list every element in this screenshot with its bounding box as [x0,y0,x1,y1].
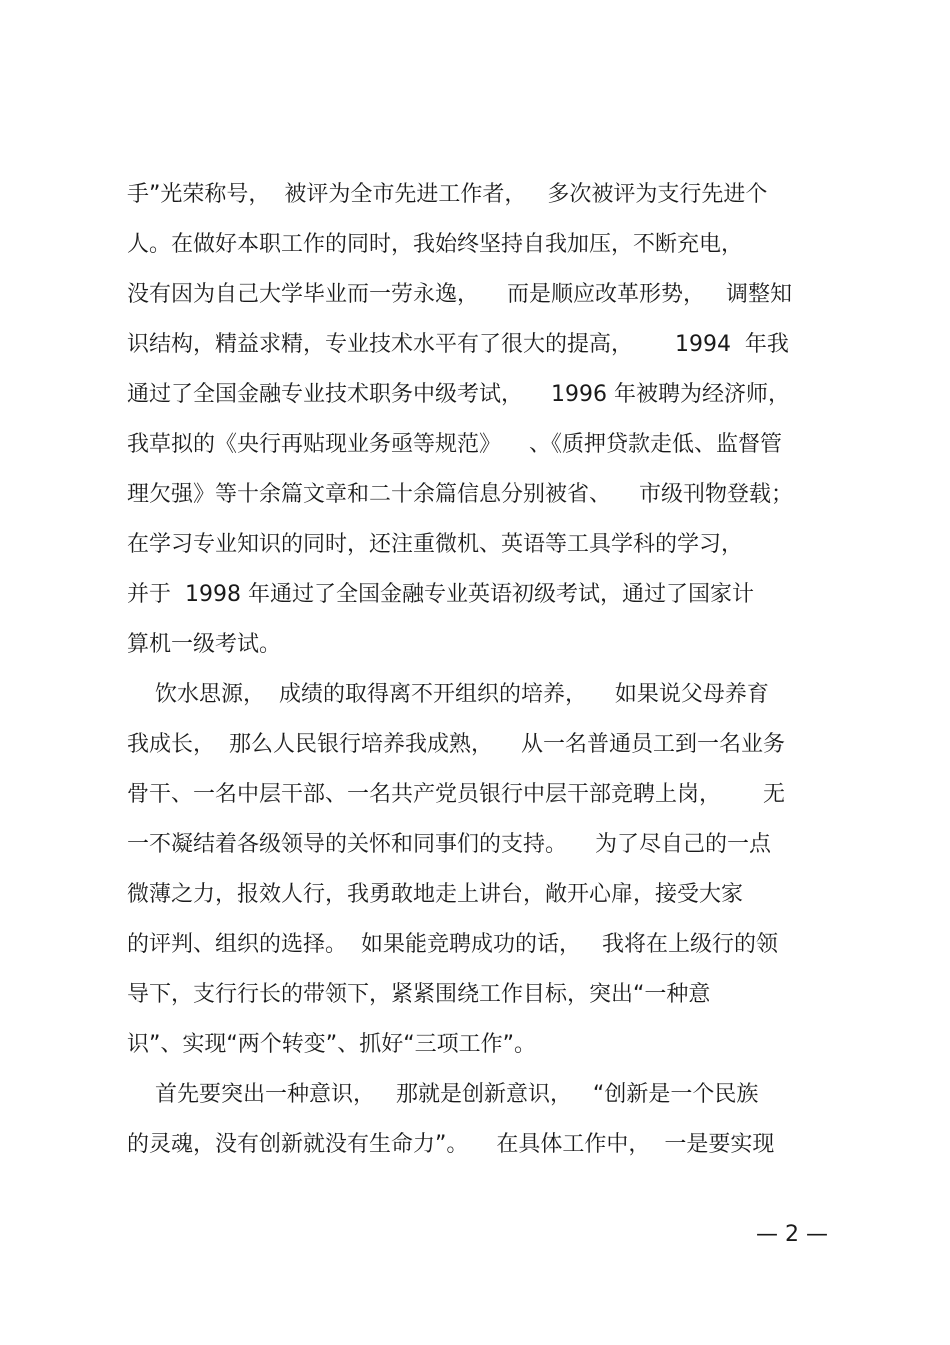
page-number: — 2 — [756,1222,828,1247]
text-line: 微薄之力，报效人行，我勇敢地走上讲台，敞开心扉，接受大家 [127,882,744,907]
text-line: 并于 1998 年通过了全国金融专业英语初级考试，通过了国家计 [127,582,754,607]
text-line: 我成长， 那么人民银行培养我成熟， 从一名普通员工到一名业务 [127,732,785,757]
text-line: 理欠强》等十余篇文章和二十余篇信息分别被省、 市级刊物登载； [127,482,793,507]
text-line: 在学习专业知识的同时，还注重微机、英语等工具学科的学习， [127,532,744,557]
text-line: 骨干、一名中层干部、一名共产党员银行中层干部竞聘上岗， 无 [127,782,785,807]
text-line: 手”光荣称号， 被评为全市先进工作者， 多次被评为支行先进个 [127,182,768,207]
text-line: 导下，支行行长的带领下，紧紧围绕工作目标，突出“一种意 [127,982,711,1007]
text-line: 饮水思源， 成绩的取得离不开组织的培养， 如果说父母养育 [127,682,769,707]
text-line: 没有因为自己大学毕业而一劳永逸， 而是顺应改革形势， 调整知 [127,282,792,307]
text-line: 首先要突出一种意识， 那就是创新意识， “创新是一个民族 [127,1082,759,1107]
text-line: 的评判、组织的选择。 如果能竞聘成功的话， 我将在上级行的领 [127,932,778,957]
text-line: 一不凝结着各级领导的关怀和同事们的支持。 为了尽自己的一点 [127,832,771,857]
text-line: 人。在做好本职工作的同时，我始终坚持自我加压，不断充电， [127,232,744,257]
text-line: 通过了全国金融专业技术职务中级考试， 1996 年被聘为经济师， [127,382,790,407]
text-line: 的灵魂，没有创新就没有生命力”。 在具体工作中， 一是要实现 [127,1132,775,1157]
text-line: 我草拟的《央行再贴现业务亟等规范》 、《质押贷款走低、监督管 [127,432,782,457]
text-line: 识”、实现“两个转变”、抓好“三项工作”。 [127,1032,536,1057]
text-line: 识结构，精益求精，专业技术水平有了很大的提高， 1994 年我 [127,332,789,357]
text-line: 算机一级考试。 [127,632,282,657]
